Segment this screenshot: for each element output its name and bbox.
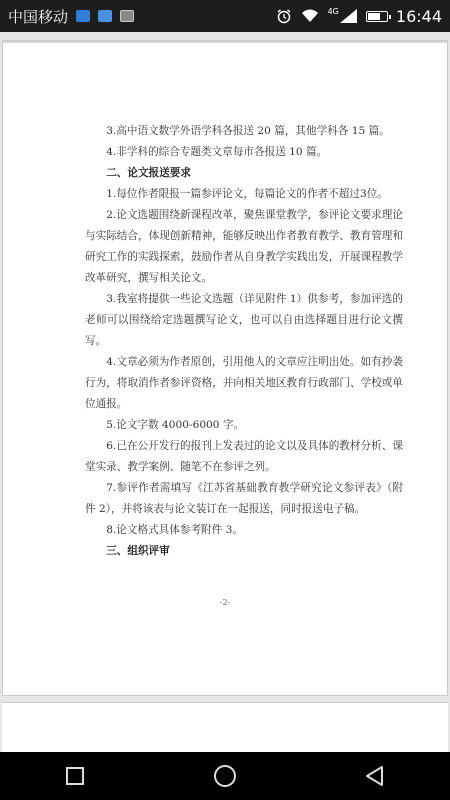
notification-photo-icon [98, 10, 112, 22]
notification-app-icon [76, 10, 90, 22]
home-button[interactable] [195, 752, 255, 800]
doc-section-heading: 二、论文报送要求 [106, 167, 191, 179]
doc-paragraph: 3.高中语文数学外语学科各报送 20 篇，其他学科各 15 篇。 [106, 125, 390, 137]
doc-paragraph: 6.已在公开发行的报刊上发表过的论文以及具体的教材分析、课堂实录、教学案例、随笔不在参评之列。 [85, 440, 403, 473]
doc-paragraph: 1.每位作者限报一篇参评论文，每篇论文的作者不超过3位。 [106, 188, 388, 200]
document-page[interactable] [2, 40, 448, 696]
signal-icon [327, 6, 358, 23]
recent-apps-button[interactable] [45, 752, 105, 800]
square-icon [65, 766, 85, 786]
doc-paragraph: 8.论文格式具体参考附件 3。 [106, 524, 243, 536]
doc-section-heading: 三、组织评审 [106, 545, 170, 557]
notification-image-icon [120, 10, 134, 22]
status-icons [268, 7, 442, 26]
status-bar [0, 0, 450, 32]
doc-paragraph: 3.我室将提供一些论文选题（详见附件 1）供参考，参加评选的老师可以围绕给定选题撰写论文，也可以自由选择题目进行论文撰写。 [85, 293, 403, 347]
alarm-icon [276, 8, 292, 24]
doc-paragraph: 4.文章必须为作者原创，引用他人的文章应注明出处。如有抄袭行为，将取消作者参评资格，并向相关地区教育行政部门、学校或单位通报。 [85, 356, 403, 410]
battery-icon [366, 11, 388, 22]
navigation-bar [0, 752, 450, 800]
page-divider [3, 41, 447, 43]
triangle-back-icon [364, 765, 386, 787]
network-type: 4G [327, 6, 339, 16]
back-button[interactable] [345, 752, 405, 800]
circle-icon [213, 764, 237, 788]
clock: 16:44 [395, 6, 442, 26]
doc-paragraph: 5.论文字数 4000-6000 字。 [106, 419, 245, 431]
wifi-icon [300, 8, 320, 24]
page-number: -2- [219, 598, 231, 607]
doc-paragraph: 4.非学科的综合专题类文章每市各报送 10 篇。 [106, 146, 328, 158]
document-viewer[interactable] [0, 32, 450, 752]
doc-paragraph: 7.参评作者需填写《江苏省基础教育教学研究论文参评表》（附件 2），并将该表与论文装订在一起报送，同时报送电子稿。 [85, 482, 403, 515]
document-body [85, 121, 403, 562]
doc-paragraph: 2.论文选题围绕新课程改革，聚焦课堂教学，参评论文要求理论与实际结合，体现创新精神，能够反映出作者教育教学、教育管理和研究工作的实践探索，鼓励作者从自身教学实践出发，开展课程教学改革研究，撰写相关论文。 [85, 209, 403, 284]
carrier-name: 中国移动 [8, 7, 69, 26]
